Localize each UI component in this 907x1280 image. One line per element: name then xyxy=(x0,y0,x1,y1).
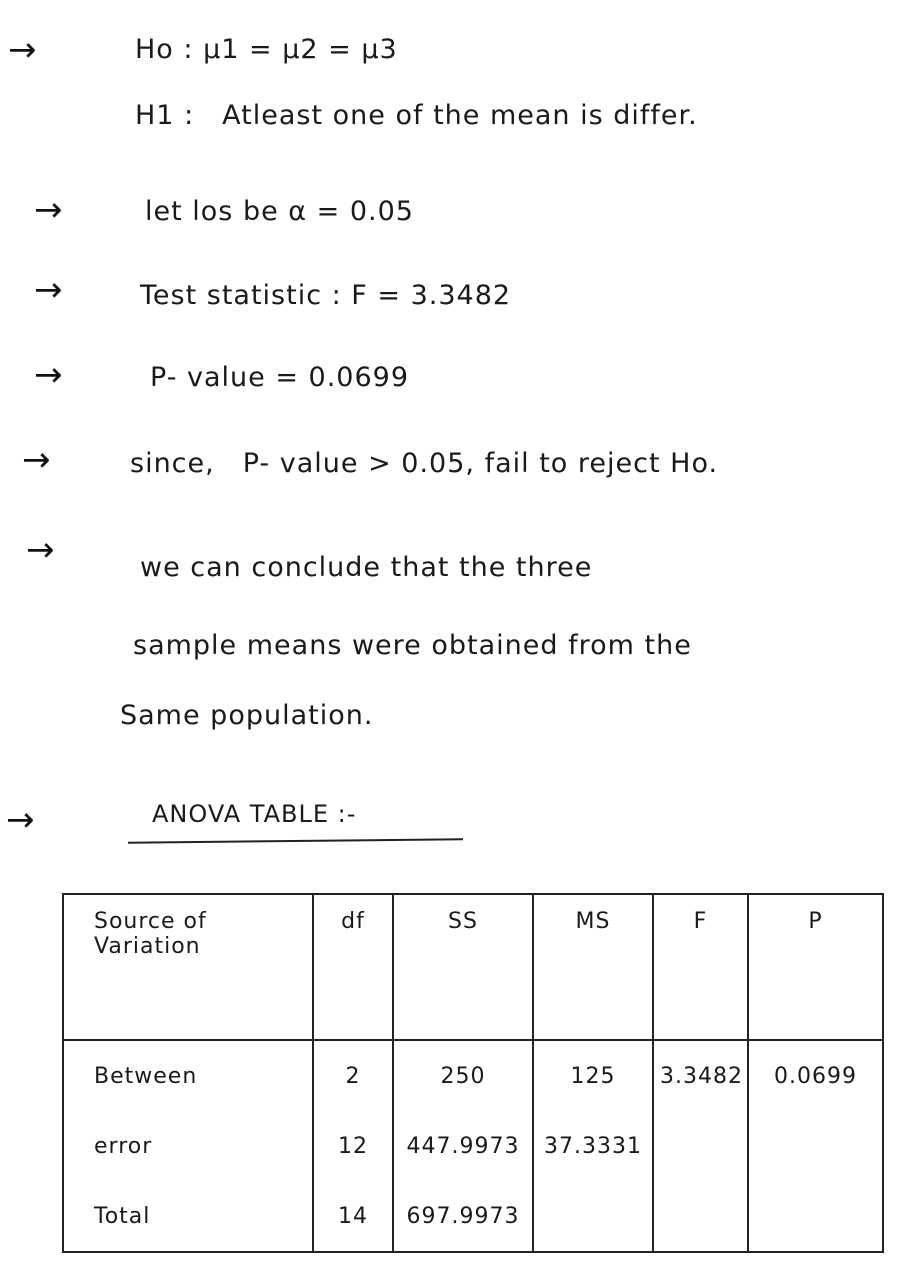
row-ms: 37.3331 xyxy=(533,1111,653,1181)
alt-hypothesis-text: Atleast one of the mean is differ. xyxy=(222,100,698,131)
row-df: 14 xyxy=(313,1181,393,1252)
arrow-icon: → xyxy=(6,800,35,840)
row-p: 0.0699 xyxy=(748,1040,883,1111)
header-f: F xyxy=(653,894,748,1040)
decision-text: P- value > 0.05, fail to reject Ho. xyxy=(242,448,719,479)
header-source: Source of Variation xyxy=(63,894,313,1040)
arrow-icon: → xyxy=(8,30,37,70)
p-value: P- value = 0.0699 xyxy=(150,362,410,393)
header-df: df xyxy=(313,894,393,1040)
row-source: Between xyxy=(63,1040,313,1111)
header-ms: MS xyxy=(533,894,653,1040)
table-row xyxy=(63,1111,883,1181)
alt-hypothesis-label: H1 : xyxy=(135,100,195,131)
arrow-icon: → xyxy=(26,530,55,570)
arrow-icon: → xyxy=(34,355,63,395)
table-row xyxy=(63,1181,883,1252)
significance-level: let los be α = 0.05 xyxy=(145,196,414,227)
alt-hypothesis xyxy=(135,100,698,131)
row-source: error xyxy=(63,1111,313,1181)
arrow-icon: → xyxy=(34,190,63,230)
row-df: 2 xyxy=(313,1040,393,1111)
arrow-icon: → xyxy=(34,270,63,310)
test-statistic: Test statistic : F = 3.3482 xyxy=(140,280,512,311)
row-p xyxy=(748,1181,883,1252)
row-ms: 125 xyxy=(533,1040,653,1111)
table-row xyxy=(63,1040,883,1111)
anova-title: ANOVA TABLE :- xyxy=(152,800,357,828)
row-source: Total xyxy=(63,1181,313,1252)
header-ss: SS xyxy=(393,894,533,1040)
arrow-icon: → xyxy=(22,440,51,480)
row-f xyxy=(653,1111,748,1181)
row-ss: 447.9973 xyxy=(393,1111,533,1181)
row-p xyxy=(748,1111,883,1181)
row-f: 3.3482 xyxy=(653,1040,748,1111)
row-ss: 250 xyxy=(393,1040,533,1111)
anova-table xyxy=(62,893,884,1253)
decision xyxy=(130,448,718,479)
title-underline xyxy=(128,838,463,844)
row-f xyxy=(653,1181,748,1252)
null-hypothesis: Ho : μ1 = μ2 = μ3 xyxy=(135,34,398,65)
row-ms xyxy=(533,1181,653,1252)
header-p: P xyxy=(748,894,883,1040)
row-df: 12 xyxy=(313,1111,393,1181)
conclusion-line-1: we can conclude that the three xyxy=(140,552,593,583)
row-ss: 697.9973 xyxy=(393,1181,533,1252)
conclusion-line-3: Same population. xyxy=(120,700,374,731)
since-label: since, xyxy=(130,448,215,479)
conclusion-line-2: sample means were obtained from the xyxy=(133,630,692,661)
table-header-row xyxy=(63,894,883,1040)
